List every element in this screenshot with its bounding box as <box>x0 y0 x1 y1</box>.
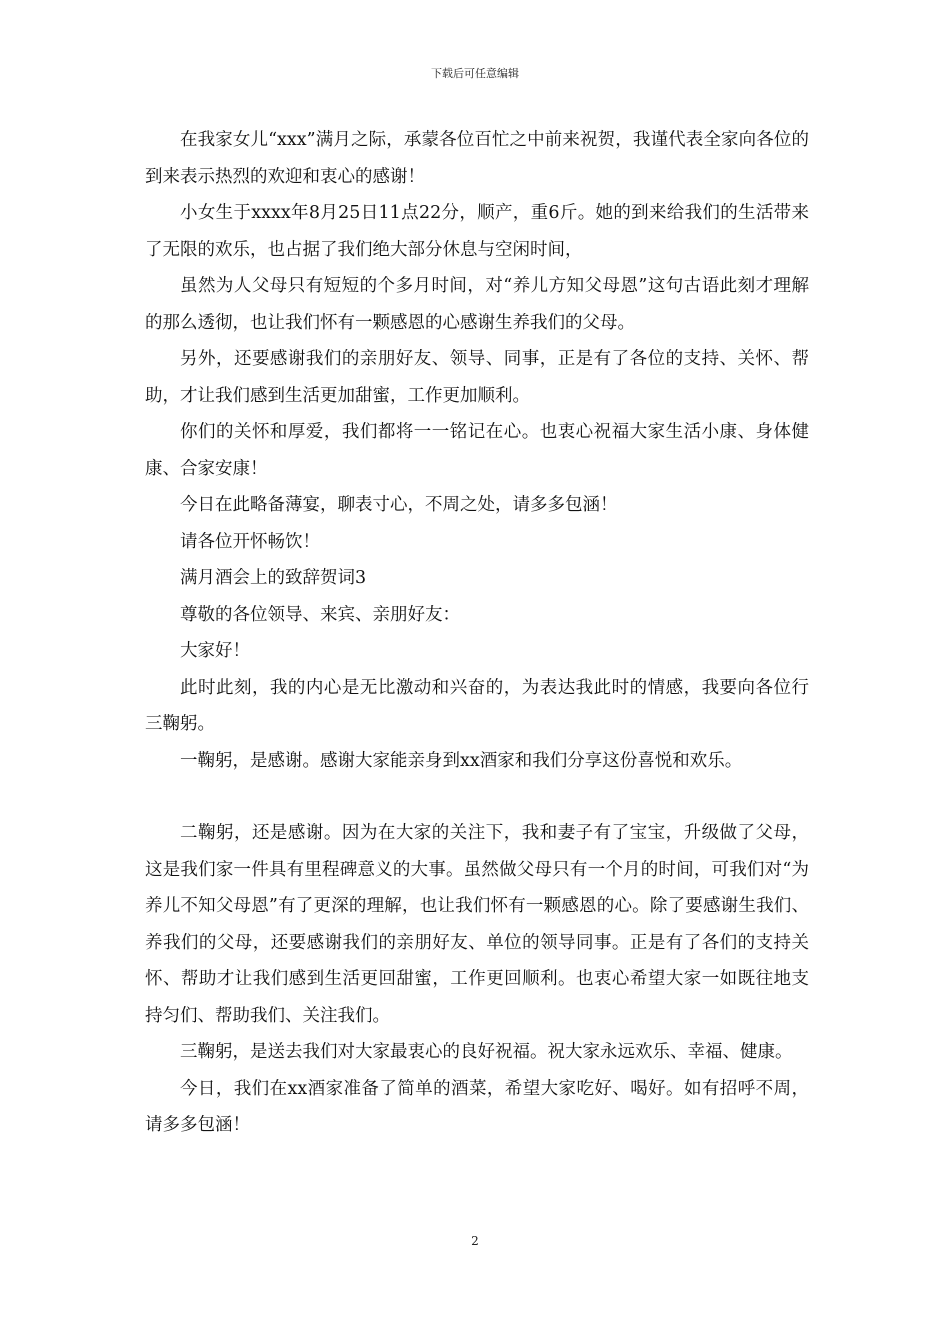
page-number: 2 <box>471 1234 479 1248</box>
paragraph-second-bow: 二鞠躬，还是感谢。因为在大家的关注下，我和妻子有了宝宝，升级做了父母，这是我们家一件具有里程碑意义的大事。虽然做父母只有一个月的时间，可我们对“为养儿不知父母恩”有了更深的理解，也让我们怀有一颗感恩的心。除了要感谢生我们、养我们的父母，还要感谢我们的亲朋好友、单位的领导同事。正是有了各们的支持关怀、帮助才让我们感到生活更回甜蜜，工作更回顺利。也衷心希望大家一如既往地支持匀们、帮助我们、关注我们。 <box>145 823 809 1026</box>
section-title: 满月酒会上的致辞贺词3 <box>180 568 367 588</box>
paragraph-third-bow: 三鞠躬，是送去我们对大家最衷心的良好祝福。祝大家永远欢乐、幸福、健康。 <box>180 1042 793 1062</box>
paragraph-birth-info: 小女生于xxxx年8月25日11点22分，顺产，重6斤。她的到来给我们的生活带来了无限的欢乐，也占据了我们绝大部分休息与空闲时间， <box>145 203 809 260</box>
paragraph-toast: 请各位开怀畅饮！ <box>180 531 320 552</box>
paragraph-three-bows: 此时此刻，我的内心是无比激动和兴奋的，为表达我此时的情感，我要向各位行三鞠躬。 <box>145 677 809 734</box>
paragraph-blessing: 你们的关怀和厚爱，我们都将一一铭记在心。也衷心祝福大家生活小康、身体健康、合家安康！ <box>145 422 809 479</box>
paragraph-banquet: 今日在此略备薄宴，聊表寸心，不周之处，请多多包涵！ <box>180 495 618 515</box>
paragraph-parents: 虽然为人父母只有短短的个多月时间，对“养儿方知父母恩”这句古语此刻才理解的那么透彻，也让我们怀有一颗感恩的心感谢生养我们的父母。 <box>145 276 809 333</box>
paragraph-closing: 今日，我们在xx酒家准备了简单的酒菜，希望大家吃好、喝好。如有招呼不周，请多多包涵！ <box>145 1078 809 1135</box>
paragraph-first-bow: 一鞠躬，是感谢。感谢大家能亲身到xx酒家和我们分享这份喜悦和欢乐。 <box>180 750 743 771</box>
paragraph-welcome: 在我家女儿“xxx”满月之际，承蒙各位百忙之中前来祝贺，我谨代表全家向各位的到来表示热烈的欢迎和衷心的感谢！ <box>145 130 809 187</box>
paragraph-salutation: 尊敬的各位领导、来宾、亲朋好友： <box>180 604 460 625</box>
page-header: 下载后可任意编辑 <box>431 67 519 80</box>
document-body <box>145 122 809 1144</box>
paragraph-thanks-friends: 另外，还要感谢我们的亲朋好友、领导、同事，正是有了各位的支持、关怀、帮助，才让我们感到生活更加甜蜜，工作更加顺利。 <box>145 349 809 406</box>
paragraph-greeting: 大家好！ <box>180 641 250 661</box>
